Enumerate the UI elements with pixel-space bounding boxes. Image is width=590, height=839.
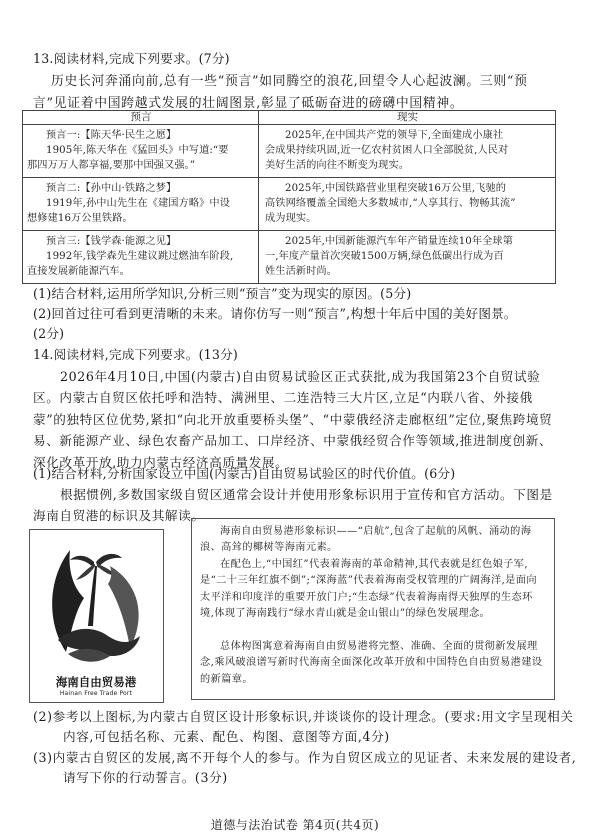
q14-material-paragraph: 2026年4月10日,中国(内蒙古)自由贸易试验区正式获批,成为我国第23个自贸试验区。内蒙古自贸区依托呼和浩特、满洲里、二连浩特三大片区,立足“内联八省、外接俄蒙”的独特区位优势,紧扣“向北开放重要桥头堡”、“中蒙俄经济走廊枢纽”定位,聚焦跨境贸易、新能源产业、绿色农畜产品加工、口岸经济、中蒙俄经贸合作等领域,推进制度创新、深化改革开放,助力内蒙古经济高质量发展。 [33, 369, 553, 470]
q13-heading: 13.阅读材料,完成下列要求。(7分) [33, 51, 230, 66]
q13-requirement-2-score: (2分) [33, 326, 65, 341]
prophecy-1-title: 预言一:【陈天华·民生之愿】 [46, 130, 177, 141]
q14-requirement-1: (1)结合材料,分析国家设立中国(内蒙古)自由贸易试验区的时代价值。(6分) [33, 466, 456, 481]
reality-3-line1: 2025年,中国新能源汽车年产销量连续10年全球第 [285, 236, 514, 247]
prophecy-2-line2: 1919年,孙中山先生在《建国方略》中设 [46, 198, 230, 209]
table-header-prophecy: 预言 [130, 111, 152, 123]
prophecy-2-line3: 想修建16万公里铁路。 [27, 213, 133, 224]
prophecy-3-line2: 1992年,钱学森先生建议跳过燃油车阶段, [46, 251, 234, 262]
hainan-sail-logo-icon [44, 540, 148, 672]
q14-requirement-2: (2)参考以上图标,为内蒙古自贸区设计形象标识,并谈谈你的设计理念。(要求:用文字呈现相关内容,可包括名称、元素、配色、构图、意图等方面,4分) [33, 709, 574, 744]
logo-explanation-p3: 总体构图寓意着海南自由贸易港将完整、准确、全面的贯彻新发展理念,乘风破浪谱写新时代海南全面深化改革开放和中国特色自由贸易港建设的新篇章。 [200, 641, 543, 685]
reality-3-line2: 一,年度产量首次突破1500万辆,绿色低碳出行成为百 [265, 251, 504, 262]
prophecy-3-line3: 直接发展新能源汽车。 [27, 266, 130, 277]
prophecy-2-title: 预言二:【孙中山·铁路之梦】 [46, 183, 177, 194]
reality-2-line2: 高铁网络覆盖全国绝大多数城市,“人享其行、物畅其流” [265, 198, 516, 209]
logo-explanation-p2: 在配色上,“中国红”代表着海南的革命精神,其代表就是红色娘子军,是“二十三年红旗不倒”;“深海蓝”代表着海南受权管理的广阔海洋,是面向太平洋和印度洋的重要开放门户;“生态绿”代表着海南得天独厚的生态环境,体现了海南践行“绿水青山就是金山银山”的绿色发展理念。 [200, 559, 537, 620]
reality-1-line3: 美好生活的向往不断变为现实。 [265, 160, 410, 171]
q13-intro-line1: 历史长河奔涌向前,总有一些“预言”如同腾空的浪花,回望令人心起波澜。三则“预 [51, 74, 528, 89]
reality-1-line1: 2025年,在中国共产党的领导下,全面建成小康社 [285, 130, 504, 141]
page-footer: 道德与法治试卷 第4页(共4页) [210, 818, 380, 832]
reality-2-line1: 2025年,中国铁路营业里程突破16万公里,飞驰的 [285, 183, 507, 194]
prophecy-1-line2: 1905年,陈天华在《猛回头》中写道:“要 [46, 145, 229, 156]
q14-requirement-3: (3)内蒙古自贸区的发展,离不开每个人的参与。作为自贸区成立的见证者、未来发展的建设者,请写下你的行动誓言。(3分) [33, 750, 577, 785]
q14-heading: 14.阅读材料,完成下列要求。(13分) [33, 347, 239, 362]
logo-explanation-p1: 海南自由贸易港形象标识——“启航”,包含了起航的风帆、涌动的海浪、高耸的椰树等海南元素。 [200, 526, 532, 554]
prophecy-3-title: 预言三:【钱学森·能源之见】 [46, 236, 177, 247]
q14-logo-intro: 根据惯例,多数国家级自贸区通常会设计并使用形象标识用于宣传和官方活动。下图是海南自贸港的标识及其解读。 [33, 487, 553, 524]
reality-2-line3: 成为现实。 [265, 213, 317, 224]
reality-3-line3: 姓生活新时尚。 [265, 266, 338, 277]
logo-caption-en: Hainan Free Trade Port [59, 690, 133, 697]
q13-requirement-2: (2)回首过往可看到更清晰的未来。请你仿写一则“预言”,构想十年后中国的美好图景。 [33, 306, 517, 321]
prophecy-1-line3: 那四万万人都享福,要那中国强又强。” [27, 160, 196, 171]
q13-requirement-1: (1)结合材料,运用所学知识,分析三则“预言”变为现实的原因。(5分) [33, 286, 412, 301]
logo-caption-cn: 海南自由贸易港 [55, 675, 137, 689]
table-header-reality: 现实 [397, 111, 418, 123]
q13-intro-line2: 言”见证着中国跨越式发展的壮阔图景,彰显了砥砺奋进的磅礴中国精神。 [33, 96, 464, 111]
reality-1-line2: 会成果持续巩固,近一亿农村贫困人口全部脱贫,人民对 [265, 145, 509, 156]
